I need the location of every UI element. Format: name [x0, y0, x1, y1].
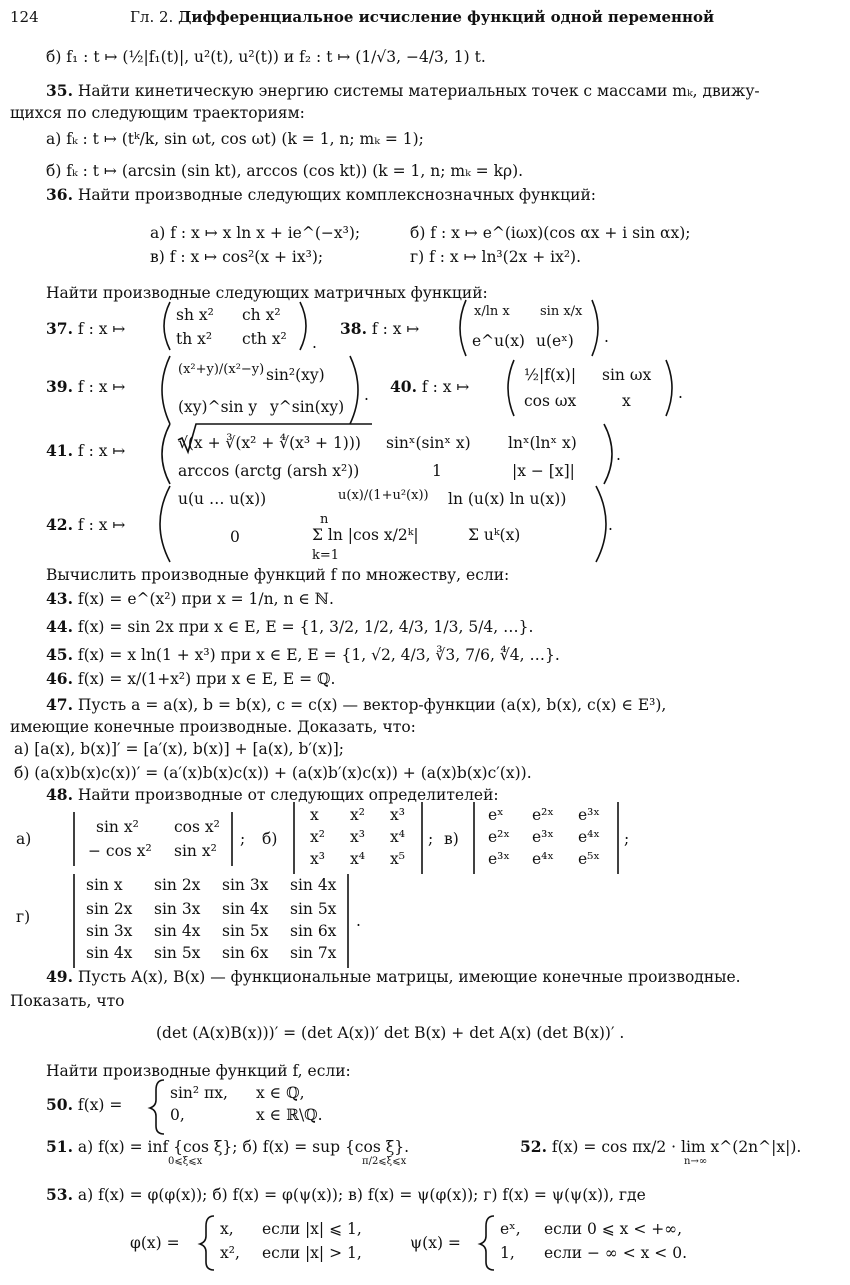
problem-number: 42.	[46, 515, 73, 534]
d48c-13: e³ˣ	[578, 806, 600, 824]
d48c-21: e²ˣ	[488, 828, 510, 846]
problem-35-text-cont: щихся по следующим траекториям:	[10, 104, 305, 122]
chapter-number: Гл. 2.	[130, 8, 174, 26]
matrix-bracket	[300, 302, 306, 350]
d48c-11: eˣ	[488, 806, 504, 824]
problem-47b: б) (a(x)b(x)c(x))′ = (a′(x)b(x)c(x)) + (a(x)b′(x)c(x)) + (a(x)b(x)c′(x)).	[14, 764, 532, 782]
function-label: f : x ↦	[77, 442, 126, 460]
det-a-label: а)	[16, 830, 32, 848]
phi-1b: если |x| ⩽ 1,	[262, 1220, 362, 1238]
phi-2a: x²,	[220, 1244, 240, 1262]
d48b-13: x³	[390, 806, 405, 824]
d48d-r1-c4: sin 4x	[290, 876, 337, 894]
matrix-bracket	[596, 486, 606, 562]
problem-number: 36.	[46, 185, 73, 204]
d48b-11: x	[310, 806, 319, 824]
psi-2b: если − ∞ < x < 0.	[544, 1244, 687, 1262]
page: 124 Гл. 2. Дифференциальное исчисление функций одной переменной б) f₁ : t ↦ (½|f₁(t)|, u²(t), u²(t)) и f₂ : t ↦ (1/√3, −4/3, 1) t. 35. Найти кинетическую энергию системы материальных точек с массами mₖ, движу- щихся по следующим траекториям: а) fₖ : t ↦ (tᵏ/k, sin ωt, cos ωt) (k = 1, n; mₖ = 1); б) fₖ : t ↦ (arcsin (sin kt), arccos (cos kt)) (k = 1, n; mₖ = kρ). 36. Найти производные следующих комплекснозначных функций: а) f : x ↦ x ln x + ie^(−x³); б) f : x ↦ e^(iωx)(cos αx + i sin αx); в) f : x ↦ cos²(x + ix³); г) f : x ↦ ln³(2x + ix²). Найти производные следующих матричных функций: 37. f : x ↦ sh x² ch x² th x² cth x² . 38. f : x ↦ x/ln x sin x/x e^u(x) u(eˣ) . 39. f : x ↦ (x²+y)/(x²−y) sin²(xy) (xy)^sin y y^sin(xy) . 40. f : x ↦ ½|f(x)| sin ωx cos ωx x . 41. f : x ↦ √(x + ∛(x² + ∜(x³ + 1))) sinˣ(sinˣ x) lnˣ(lnˣ x) arccos (arctg (arsh x²)) 1 |x − [x]| . 42. f : x ↦ u(u … u(x)) u(x)/(1+u²(x)) ln (u(x) ln u(x)) 0 Σ ln |cos x/2ᵏ| Σ uᵏ(x) n k=1 . Вычислить производные функций f по множеству, если: 43. f(x) = e^(x²) при x = 1/n, n ∈ ℕ. 44. f(x) = sin 2x при x ∈ E, E = {1, 3/2, 1/2, 4/3, 1/3, 5/4, …}. 45. f(x) = x ln(1 + x³) при x ∈ E, E = {1, √2, 4/3, ∛3, 7/6, ∜4, …}. 46. f(x) = x/(1+x²) при x ∈ E, E = ℚ. 47. Пусть a = a(x), b = b(x), c = c(x) — вектор-функции (a(x), b(x), c(x) ∈ E³), имеющие конечные производные. Доказать, что: а) [a(x), b(x)]′ = [a′(x), b(x)] + [a(x), b′(x)]; б) (a(x)b(x)c(x))′ = (a′(x)b(x)c(x)) + (a(x)b′(x)c(x)) + (a(x)b(x)c′(x)). 48. Найти производные от следующих определителей: а) sin x² cos x² − cos x² sin x² ; б) x x² x³ x² x³ x⁴ x³ x⁴ x⁵ ; в) eˣ e²ˣ e³ˣ e²ˣ e³ˣ e⁴ˣ e³ˣ e⁴ˣ e⁵ˣ ; г) sin x sin 2x sin 3x sin 4x sin 2x sin 3x sin 4x sin 5x sin 3x sin 4x sin 5x sin 6x sin 4x sin 5x sin 6x sin 7x . 49. Пусть A(x), B(x) — функциональные матрицы, имеющие конечные производные. Показать, что (det (A(x)B(x)))′ = (det A(x))′ det B(x) + det A(x) (det B(x))′ . Найти производные функций f, если: 50. f(x) = sin² πx, x ∈ ℚ, 0, x ∈ ℝ\ℚ. 51. а) f(x) = inf {cos ξ}; б) f(x) = sup {cos ξ}. 0⩽ξ⩽x π/2⩽ξ⩽x 52. f(x) = cos πx/2 · lim x^(2n^|x|). n→∞ 53. а) f(x) = φ(φ(x)); б) f(x) = φ(ψ(x)); в) f(x) = ψ(φ(x)); г) f(x) = ψ(ψ(x)), где φ(x) = x, если |x| ⩽ 1, x², если |x| > 1, ψ(x) = eˣ, если 0 ⩽ x < +∞, 1, если − ∞ < x < 0.	[0, 0, 850, 1285]
matrix-bracket	[460, 300, 466, 356]
function-label: f : x ↦	[371, 320, 420, 338]
sum-lower: k=1	[312, 548, 340, 563]
find-intro: Найти производные функций f, если:	[46, 1062, 351, 1080]
d48a-11: sin x²	[96, 818, 139, 836]
case-brace	[200, 1216, 214, 1270]
d48a-22: sin x²	[174, 842, 217, 860]
lim-subscript: n→∞	[684, 1156, 708, 1167]
d48b-31: x³	[310, 850, 325, 868]
d48c-22: e³ˣ	[532, 828, 554, 846]
m37-12: ch x²	[242, 306, 281, 324]
case-brace	[150, 1080, 164, 1134]
m40-12: sin ωx	[602, 366, 652, 384]
d48d-r4-c3: sin 6x	[222, 944, 269, 962]
m41-23: |x − [x]|	[512, 462, 575, 480]
m42-21: 0	[230, 528, 240, 546]
problem-47-text-cont: имеющие конечные производные. Доказать, что:	[10, 718, 416, 736]
matrix-bracket	[162, 424, 170, 484]
problem-text: Пусть A(x), B(x) — функциональные матрицы, имеющие конечные производные.	[77, 968, 741, 986]
d48c-23: e⁴ˣ	[578, 828, 600, 846]
d48b-21: x²	[310, 828, 325, 846]
m40-22: x	[622, 392, 631, 410]
matrix-bracket	[160, 486, 170, 562]
problem-number: 49.	[46, 967, 73, 986]
problem-number: 46.	[46, 669, 73, 688]
chapter-title: Дифференциальное исчисление функций одной переменной	[178, 8, 715, 26]
det-c-label: в)	[444, 830, 459, 848]
function-label: f : x ↦	[77, 516, 126, 534]
m41-12: sinˣ(sinˣ x)	[386, 434, 471, 452]
d48d-r4-c4: sin 7x	[290, 944, 337, 962]
matrix-bracket	[164, 302, 170, 350]
psi-1b: если 0 ⩽ x < +∞,	[544, 1220, 683, 1238]
d48a-21: − cos x²	[88, 842, 152, 860]
d48c-32: e⁴ˣ	[532, 850, 554, 868]
d48d-r2-c3: sin 4x	[222, 900, 269, 918]
matrix-bracket	[508, 360, 514, 416]
problem-35a: а) fₖ : t ↦ (tᵏ/k, sin ωt, cos ωt) (k = 1, n; mₖ = 1);	[46, 130, 424, 148]
m41-22: 1	[432, 462, 442, 480]
d48b-32: x⁴	[350, 850, 365, 868]
problem-text: f(x) = x ln(1 + x³) при x ∈ E, E = {1, √2, 4/3, ∛3, 7/6, ∜4, …}.	[77, 646, 560, 664]
problem-34b: б) f₁ : t ↦ (½|f₁(t)|, u²(t), u²(t)) и f₂ : t ↦ (1/√3, −4/3, 1) t.	[46, 48, 486, 66]
function-label: f : x ↦	[77, 378, 126, 396]
m42-12: u(x)/(1+u²(x))	[338, 488, 429, 503]
psi-1a: eˣ,	[500, 1220, 521, 1238]
m38-21: e^u(x)	[472, 332, 525, 350]
radical-sign	[178, 424, 372, 452]
function-label: f(x) =	[77, 1096, 123, 1114]
d48c-33: e⁵ˣ	[578, 850, 600, 868]
problem-number: 43.	[46, 589, 73, 608]
m40-21: cos ωx	[524, 392, 577, 410]
m42-11: u(u … u(x))	[178, 490, 267, 508]
problem-35b: б) fₖ : t ↦ (arcsin (sin kt), arccos (cos kt)) (k = 1, n; mₖ = kρ).	[46, 162, 524, 180]
m38-11: x/ln x	[474, 304, 510, 319]
problem-text: f(x) = e^(x²) при x = 1/n, n ∈ ℕ.	[77, 590, 334, 608]
m37-22: cth x²	[242, 330, 287, 348]
problem-number: 37.	[46, 319, 73, 338]
d48a-12: cos x²	[174, 818, 220, 836]
problem-text: f(x) = sin 2x при x ∈ E, E = {1, 3/2, 1/2, 4/3, 1/3, 5/4, …}.	[77, 618, 534, 636]
problem-47a: а) [a(x), b(x)]′ = [a′(x), b(x)] + [a(x), b′(x)];	[14, 740, 345, 758]
d48d-r2-c1: sin 2x	[86, 900, 133, 918]
sup-subscript: π/2⩽ξ⩽x	[362, 1156, 407, 1167]
problem-text: а) f(x) = φ(φ(x)); б) f(x) = φ(ψ(x)); в) f(x) = ψ(φ(x)); г) f(x) = ψ(ψ(x)), где	[77, 1186, 646, 1204]
m37-21: th x²	[176, 330, 213, 348]
problem-text: Пусть a = a(x), b = b(x), c = c(x) — вектор-функции (a(x), b(x), c(x) ∈ E³),	[77, 696, 667, 714]
inf-subscript: 0⩽ξ⩽x	[168, 1156, 203, 1167]
m38-22: u(eˣ)	[536, 332, 574, 350]
problem-text: f(x) = cos πx/2 · lim x^(2n^|x|).	[551, 1138, 802, 1156]
problem-number: 48.	[46, 785, 73, 804]
d48c-12: e²ˣ	[532, 806, 554, 824]
function-label: f : x ↦	[421, 378, 470, 396]
c50-2a: 0,	[170, 1106, 185, 1124]
phi-2b: если |x| > 1,	[262, 1244, 362, 1262]
m39-22: y^sin(xy)	[270, 398, 345, 416]
problem-36c: в) f : x ↦ cos²(x + ix³);	[150, 248, 324, 266]
problem-number: 47.	[46, 695, 73, 714]
problem-text: Найти кинетическую энергию системы материальных точек с массами mₖ, движу-	[77, 82, 760, 100]
c50-1b: x ∈ ℚ,	[256, 1084, 305, 1102]
m40-11: ½|f(x)|	[524, 366, 577, 384]
d48d-r1-c2: sin 2x	[154, 876, 201, 894]
problem-text: f(x) = x/(1+x²) при x ∈ E, E = ℚ.	[77, 670, 336, 688]
d48d-r2-c4: sin 5x	[290, 900, 337, 918]
d48b-12: x²	[350, 806, 365, 824]
d48d-r3-c2: sin 4x	[154, 922, 201, 940]
problem-number: 35.	[46, 81, 73, 100]
problem-36b: б) f : x ↦ e^(iωx)(cos αx + i sin αx);	[410, 224, 691, 242]
d48d-r3-c4: sin 6x	[290, 922, 337, 940]
m42-23: Σ uᵏ(x)	[468, 526, 521, 544]
m41-13: lnˣ(lnˣ x)	[508, 434, 577, 452]
problem-number: 41.	[46, 441, 73, 460]
matrix-bracket	[592, 300, 598, 356]
m39-21: (xy)^sin y	[178, 398, 258, 416]
page-number: 124	[10, 8, 39, 26]
matrix-intro: Найти производные следующих матричных функций:	[46, 284, 488, 302]
det-b-label: б)	[262, 830, 278, 848]
problem-number: 51.	[46, 1137, 73, 1156]
sum-upper: n	[320, 512, 329, 527]
psi-label: ψ(x) =	[410, 1234, 461, 1252]
calc-intro: Вычислить производные функций f по множеству, если:	[46, 566, 510, 584]
problem-36a: а) f : x ↦ x ln x + ie^(−x³);	[150, 224, 361, 242]
problem-number: 45.	[46, 645, 73, 664]
d48d-r4-c1: sin 4x	[86, 944, 133, 962]
d48b-22: x³	[350, 828, 365, 846]
problem-text: Найти производные от следующих определителей:	[77, 786, 499, 804]
problem-49-equation: (det (A(x)B(x)))′ = (det A(x))′ det B(x) + det A(x) (det B(x))′ .	[156, 1024, 625, 1042]
m38-12: sin x/x	[540, 304, 583, 319]
d48d-r3-c3: sin 5x	[222, 922, 269, 940]
m42-22: Σ ln |cos x/2ᵏ|	[312, 526, 419, 544]
matrix-bracket	[666, 360, 672, 416]
problem-text: Найти производные следующих комплекснозначных функций:	[77, 186, 597, 204]
problem-text: а) f(x) = inf {cos ξ}; б) f(x) = sup {cos ξ}.	[77, 1138, 410, 1156]
problem-36d: г) f : x ↦ ln³(2x + ix²).	[410, 248, 582, 266]
d48d-r2-c2: sin 3x	[154, 900, 201, 918]
m39-12: sin²(xy)	[266, 366, 325, 384]
d48d-r4-c2: sin 5x	[154, 944, 201, 962]
matrix-bracket	[604, 424, 612, 484]
problem-number: 39.	[46, 377, 73, 396]
phi-1a: x,	[220, 1220, 234, 1238]
m41-21: arccos (arctg (arsh x²))	[178, 462, 360, 480]
function-label: f : x ↦	[77, 320, 126, 338]
problem-number: 53.	[46, 1185, 73, 1204]
psi-2a: 1,	[500, 1244, 515, 1262]
d48b-33: x⁵	[390, 850, 405, 868]
m39-11: (x²+y)/(x²−y)	[178, 362, 265, 377]
d48c-31: e³ˣ	[488, 850, 510, 868]
case-brace	[480, 1216, 494, 1270]
d48d-r1-c1: sin x	[86, 876, 123, 894]
c50-2b: x ∈ ℝ\ℚ.	[256, 1106, 323, 1124]
phi-label: φ(x) =	[130, 1234, 180, 1252]
m42-13: ln (u(x) ln u(x))	[448, 490, 567, 508]
matrix-bracket	[350, 356, 358, 424]
problem-49-text-cont: Показать, что	[10, 992, 125, 1010]
d48d-r3-c1: sin 3x	[86, 922, 133, 940]
problem-number: 52.	[520, 1137, 547, 1156]
problem-number: 38.	[340, 319, 367, 338]
d48d-r1-c3: sin 3x	[222, 876, 269, 894]
det-d-label: г)	[16, 908, 31, 926]
matrix-bracket	[162, 356, 170, 424]
m41-11: √(x + ∛(x² + ∜(x³ + 1)))	[178, 434, 361, 452]
c50-1a: sin² πx,	[170, 1084, 228, 1102]
problem-number: 44.	[46, 617, 73, 636]
problem-number: 40.	[390, 377, 417, 396]
m37-11: sh x²	[176, 306, 214, 324]
d48b-23: x⁴	[390, 828, 405, 846]
problem-number: 50.	[46, 1095, 73, 1114]
